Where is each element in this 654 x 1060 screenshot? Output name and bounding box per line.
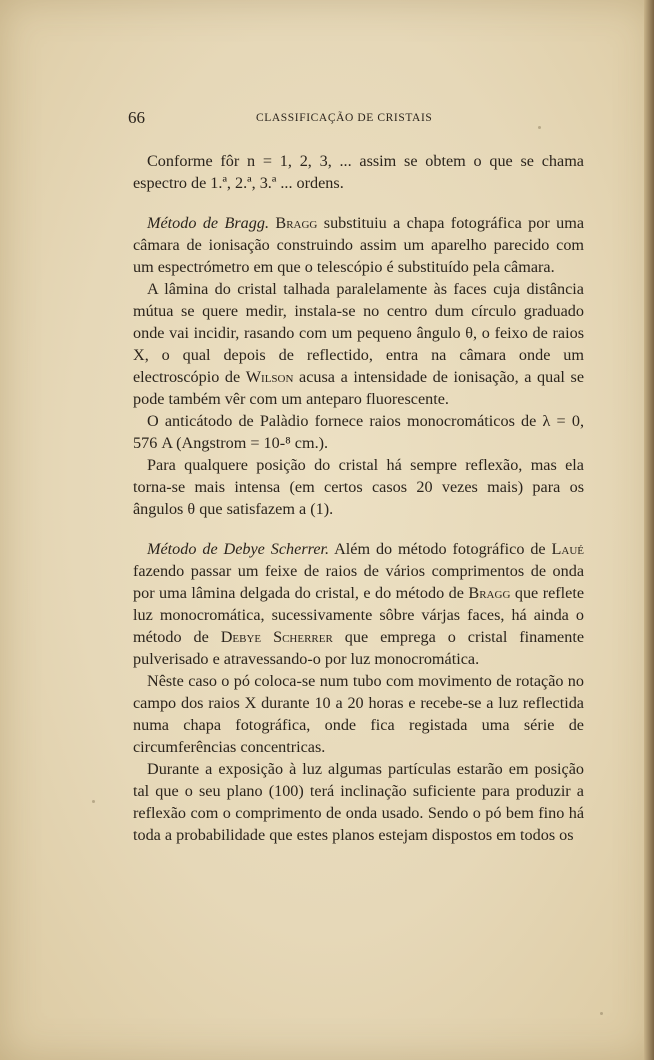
running-head: CLASSIFICAÇÃO DE CRISTAIS [256,112,433,124]
paragraph-text: A lâmina do cristal talhada paralelamente às faces cuja distância mútua se quere medir, instala-se no centro dum círculo graduado onde vai incidir, rasando com um pequeno ângulo θ, o feixo de raios X, o qual depois de reflectido, entra na câmara onde um electroscópio de [133,280,584,386]
body-text [133,150,584,846]
paper-speck [600,1012,603,1015]
paragraph [133,278,584,410]
paragraph-text: Além do método fotográfico de [334,540,546,558]
paragraph: O anticátodo de Palàdio fornece raios monocromáticos de λ = 0, 576 A (Angstrom = 10-⁸ cm.). [133,412,584,452]
section-title: Método de Debye Scherrer. [147,540,330,558]
paragraph: Para qualquere posição do cristal há sempre reflexão, mas ela torna-se mais intensa (em certos casos 20 vezes mais) para os ângulos θ que satisfazem a (1). [133,456,584,518]
paragraph: Conforme fôr n = 1, 2, 3, ... assim se obtem o que se chama espectro de 1.ª, 2.ª, 3.ª ... ordens. [133,152,584,192]
page-header [0,108,654,136]
paragraph-text: que reflete luz monocromática, sucessivamente sôbre várjas faces, há ainda o método de [133,584,585,646]
author-name: Laué [551,540,585,558]
paragraph-text: fazendo passar um feixe de raios de vários comprimentos de onda por uma lâmina delgada do cristal, e do método de [133,562,584,602]
section-title: Método de Bragg. [147,214,270,232]
paragraph-debye-scherrer-method [133,538,584,670]
paragraph-text: que emprega o cristal finamente pulverisado e atravessando-o por luz monocromática. [133,628,585,668]
book-spine-shadow [644,0,654,1060]
paper-speck [92,800,95,803]
paragraph: Nêste caso o pó coloca-se num tubo com movimento de rotação no campo dos raios X durante 10 a 20 horas e recebe-se a luz reflectida numa chapa fotográfica, onde fica registada uma série de circumferências concentricas. [133,672,584,756]
paragraph-text: acusa a intensidade de ionisação, a qual se pode também vêr com um anteparo fluorescente. [133,368,585,408]
paragraph-text: substituiu a chapa fotográfica por uma câmara de ionisação construindo assim um aparelho parecido com um espectrómetro em que o telescópio é substituído pela câmara. [133,214,585,276]
paragraph-bragg-method [133,212,584,278]
author-name: Debye Scherrer [220,628,333,646]
author-name: Wilson [245,368,294,386]
paragraph: Durante a exposição à luz algumas partículas estarão em posição tal que o seu plano (100) terá inclinação suficiente para produzir a reflexão com o comprimento de onda usado. Sendo o pó bem fino há toda a probabilidade que estes planos estejam dispostos em todos os [133,760,584,844]
author-name: Bragg [275,214,318,232]
author-name: Bragg [468,584,511,602]
page-number: 66 [128,108,145,127]
